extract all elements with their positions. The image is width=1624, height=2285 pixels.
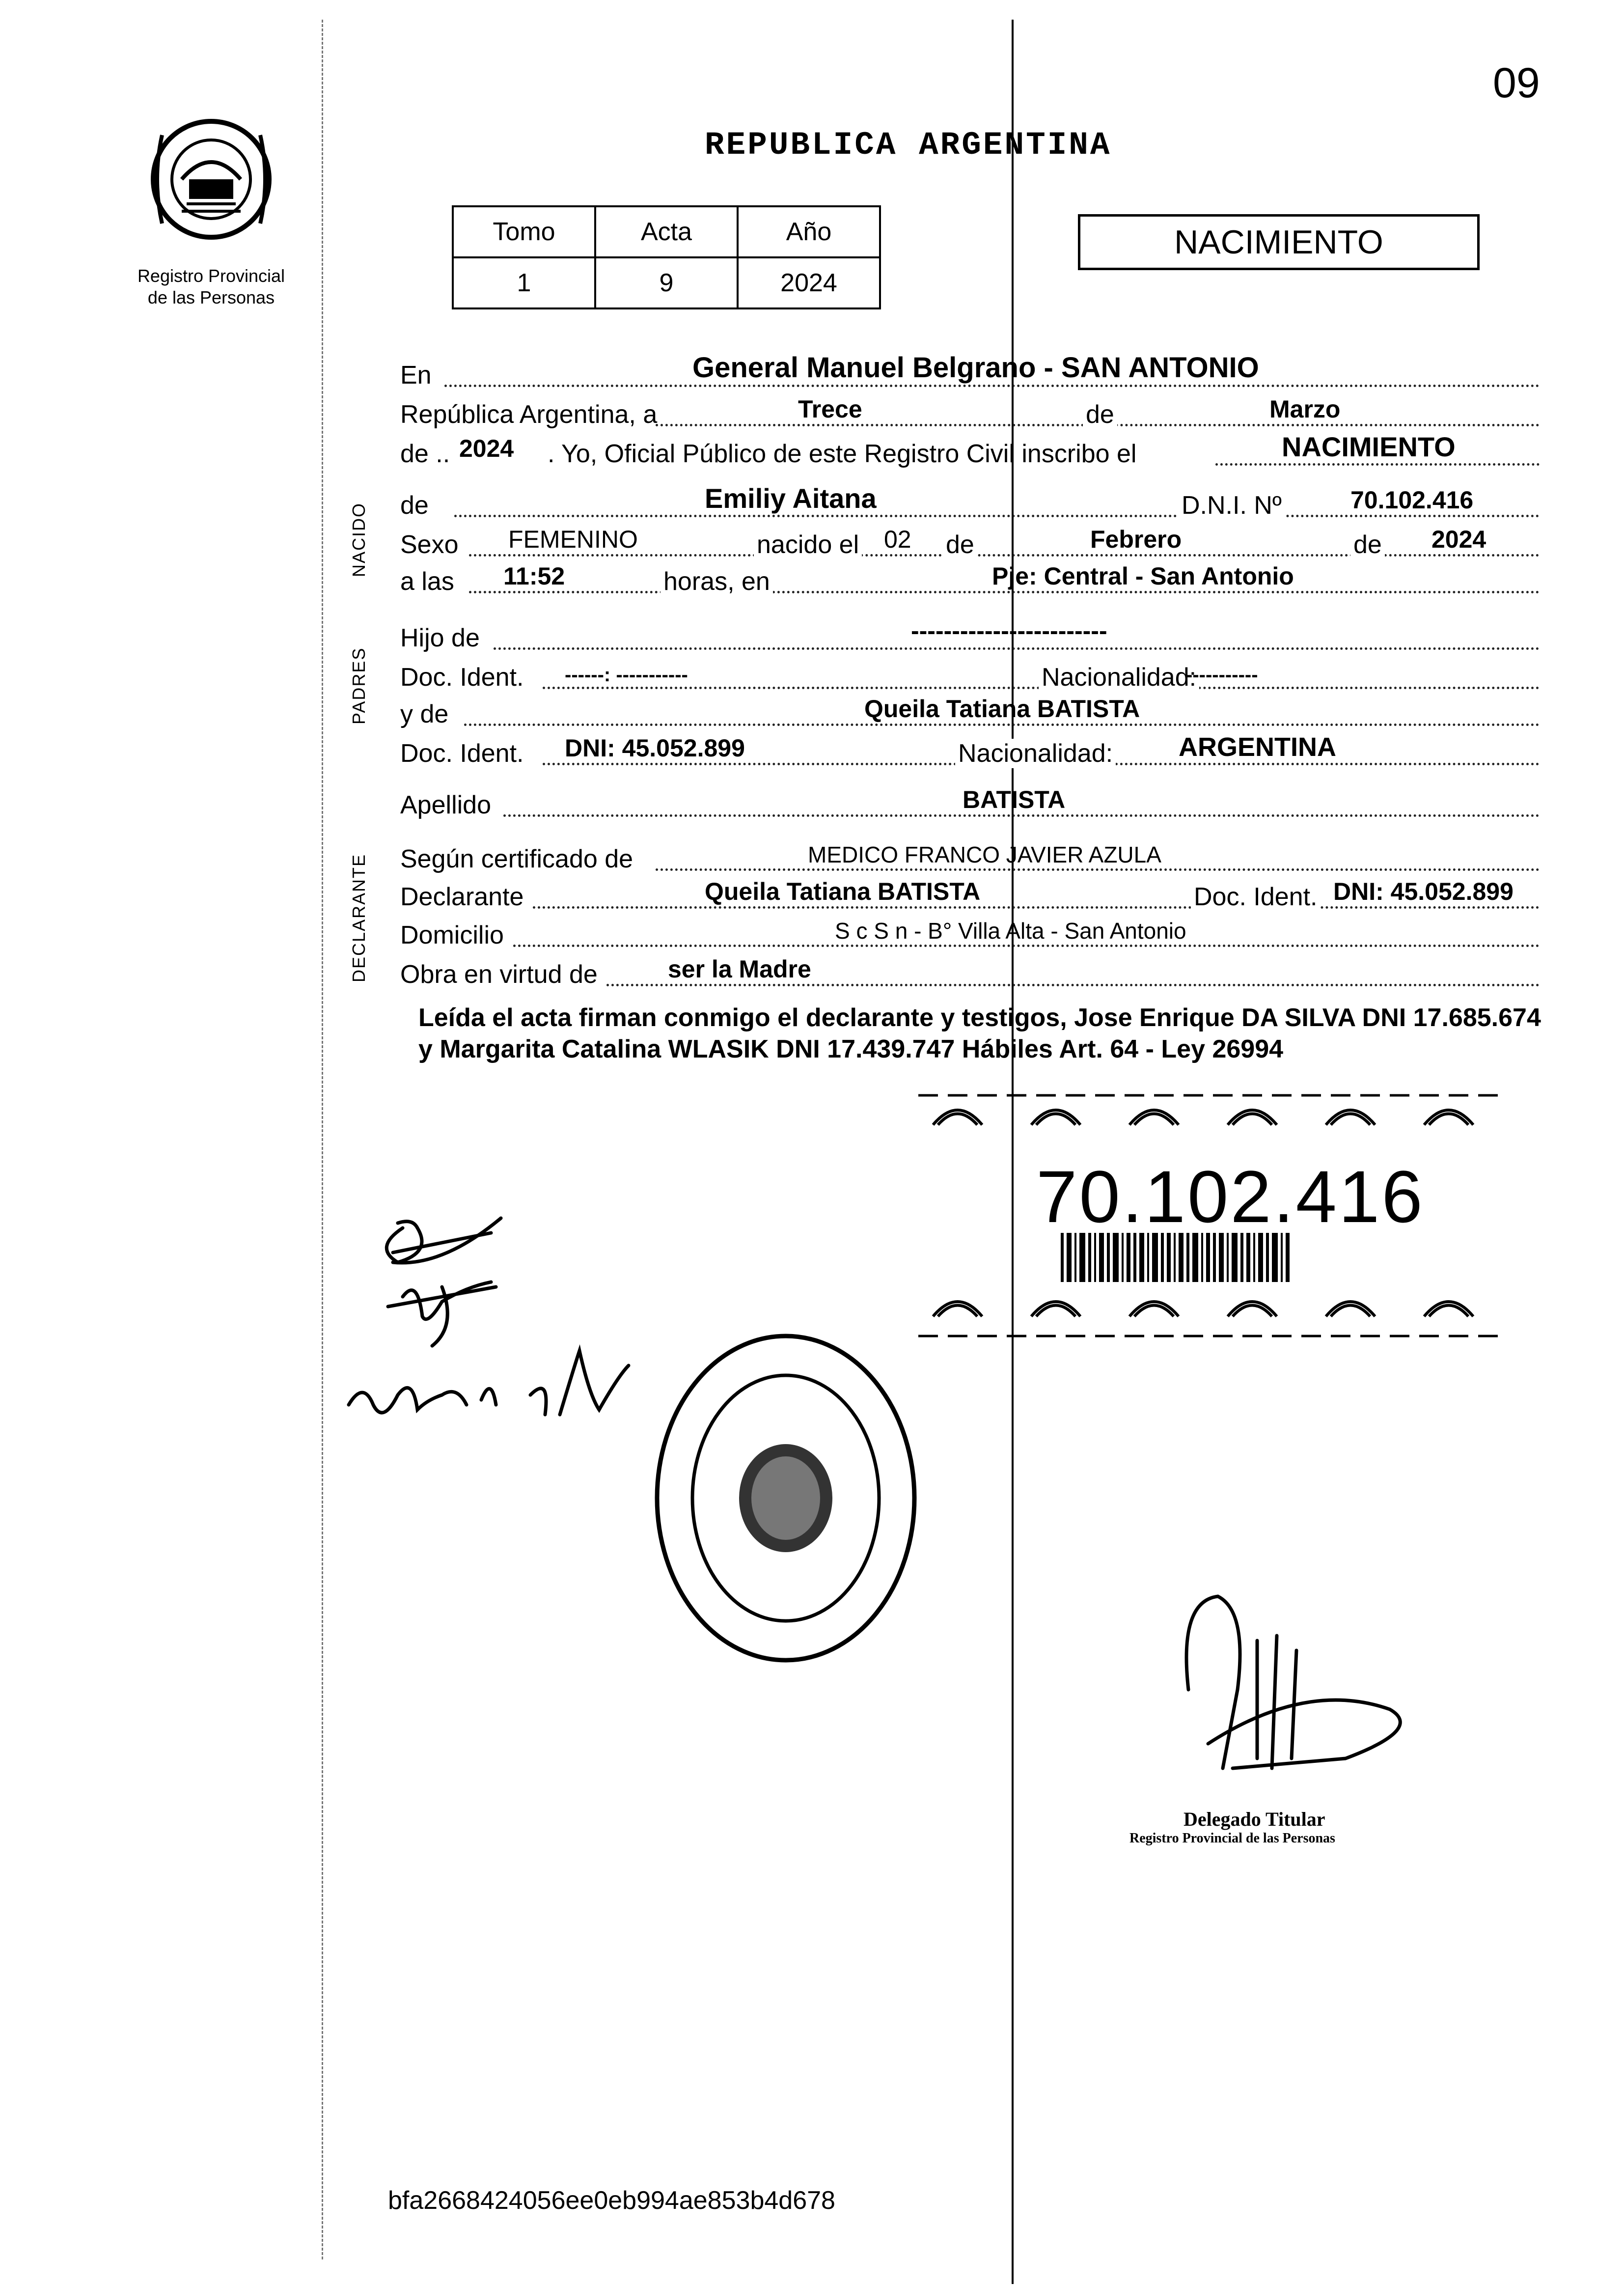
label-domicilio: Domicilio: [400, 921, 504, 949]
dots: [656, 868, 1540, 871]
label-y-de: y de: [400, 700, 449, 728]
value-dni: 70.102.416: [1350, 486, 1474, 514]
value-hora: 11:52: [503, 562, 565, 590]
registry-logo: [133, 106, 290, 253]
label-yo-text: . Yo, Oficial Público de este Registro Civil inscribo el: [548, 440, 1137, 468]
value-acta: 9: [595, 257, 738, 308]
label-doc-ident-padre: Doc. Ident.: [400, 663, 524, 692]
dots: [469, 591, 1540, 593]
document-title: REPUBLICA ARGENTINA: [705, 127, 1112, 164]
value-nac-anio: 2024: [1431, 526, 1486, 553]
label-horas-en: horas, en: [661, 567, 773, 596]
value-doc-padre: ------: -----------: [565, 664, 688, 686]
value-madre: Queila Tatiana BATISTA: [864, 695, 1140, 723]
dots: [606, 984, 1540, 986]
value-nacionalidad-madre: ARGENTINA: [1179, 732, 1336, 762]
label-apellido: Apellido: [400, 791, 492, 819]
witness-signatures: [344, 1189, 697, 1483]
label-dni: D.N.I. Nº: [1179, 491, 1285, 520]
value-declarante: Queila Tatiana BATISTA: [705, 878, 981, 905]
value-en: General Manuel Belgrano - SAN ANTONIO: [692, 352, 1259, 384]
value-nac-mes: Febrero: [1090, 526, 1182, 553]
label-nacido-el: nacido el: [754, 530, 862, 559]
header-acta: Acta: [595, 206, 738, 257]
official-signature: [1159, 1582, 1434, 1778]
signature-icon: [344, 1189, 697, 1483]
label-certificado: Según certificado de: [400, 845, 633, 873]
row-nombre: [400, 484, 1540, 523]
header-tomo: Tomo: [453, 206, 595, 257]
document-hash: bfa2668424056ee0eb994ae853b4d678: [388, 2186, 835, 2215]
value-obra: ser la Madre: [668, 955, 811, 983]
label-number: 70.102.416: [1036, 1155, 1425, 1238]
dots: [494, 647, 1540, 650]
row-apellido: [400, 783, 1540, 823]
label-obra: Obra en virtud de: [400, 960, 598, 989]
row-doc-padre: [400, 656, 1540, 695]
value-nac-dia: 02: [884, 526, 911, 553]
value-nacionalidad-padre: -----------: [1186, 664, 1258, 686]
dots: [444, 385, 1540, 387]
value-doc-declarante: DNI: 45.052.899: [1333, 878, 1514, 905]
row-domicilio: [400, 914, 1540, 953]
value-dia: Trece: [798, 395, 862, 423]
label-nacionalidad-madre: Nacionalidad:: [955, 739, 1116, 768]
dots: [533, 906, 1540, 909]
value-apellido: BATISTA: [963, 786, 1066, 813]
row-madre: [400, 693, 1540, 732]
registry-name: [113, 265, 309, 308]
dots: [513, 945, 1540, 947]
label-doc-ident-declarante: Doc. Ident.: [1191, 882, 1320, 912]
value-inscribo: NACIMIENTO: [1282, 431, 1456, 462]
page-number: 09: [1493, 59, 1540, 107]
label-nacionalidad-padre: Nacionalidad:: [1039, 663, 1199, 692]
row-hijo: [400, 616, 1540, 656]
section-label-padres: PADRES: [349, 647, 369, 725]
value-tomo: 1: [453, 257, 595, 308]
label-de-mes: de: [943, 530, 977, 559]
label-en: En: [400, 361, 432, 390]
barcode-label: [918, 1081, 1527, 1346]
row-republica: [400, 393, 1540, 432]
header-anio: Año: [738, 206, 880, 257]
label-republica: República Argentina, a: [400, 400, 658, 429]
row-sexo: [400, 523, 1540, 562]
row-hora: [400, 560, 1540, 599]
stamp-line2: Registro Provincial de las Personas: [1129, 1831, 1335, 1846]
official-seal: [648, 1326, 923, 1670]
official-stamp: [1129, 1808, 1473, 1846]
row-certificado: [400, 837, 1540, 877]
value-sexo: FEMENINO: [508, 526, 638, 553]
label-doc-ident-madre: Doc. Ident.: [400, 739, 524, 768]
document-type-box: NACIMIENTO: [1078, 214, 1480, 270]
value-anio: 2024: [738, 257, 880, 308]
label-declarante: Declarante: [400, 883, 524, 911]
row-declarante: [400, 875, 1540, 915]
label-de-anio: de ..: [400, 440, 450, 468]
dots: [503, 814, 1540, 817]
section-label-nacido: NACIDO: [349, 502, 369, 577]
row-en: [400, 354, 1540, 393]
registry-name-line1: Registro Provincial: [137, 266, 285, 286]
dots: [454, 515, 1540, 517]
stamp-line1: Delegado Titular: [1184, 1808, 1325, 1830]
value-domicilio: S c S n - B° Villa Alta - San Antonio: [835, 918, 1186, 944]
section-label-declarante: DECLARANTE: [349, 853, 369, 982]
value-lugar: Pje: Central - San Antonio: [992, 562, 1294, 590]
label-de-anio2: de: [1350, 530, 1385, 559]
official-signature-icon: [1159, 1582, 1434, 1778]
label-sexo: Sexo: [400, 530, 459, 559]
official-seal-icon: [648, 1326, 923, 1670]
value-certificado: MEDICO FRANCO JAVIER AZULA: [808, 842, 1161, 867]
tomo-acta-anio-table: [452, 205, 881, 309]
label-de: de: [1083, 400, 1117, 429]
value-doc-madre: DNI: 45.052.899: [565, 734, 745, 762]
label-hijo: Hijo de: [400, 624, 480, 652]
closing-paragraph: Leída el acta firman conmigo el declarante y testigos, Jose Enrique DA SILVA DNI 17.685.674 y Margarita Catalina WLASIK DNI 17.439.747 Hábiles Art. 64 - Ley 26994: [418, 1003, 1541, 1063]
row-inscribo: [400, 432, 1540, 472]
row-obra: [400, 953, 1540, 992]
label-a-las: a las: [400, 567, 454, 596]
value-nombre: Emiliy Aitana: [705, 483, 877, 514]
value-anio: 2024: [459, 435, 514, 462]
value-hijo: ------------------------: [911, 617, 1107, 644]
left-margin-line: [322, 20, 323, 2259]
dots: [464, 724, 1540, 726]
row-doc-madre: [400, 732, 1540, 771]
registry-name-line2: de las Personas: [147, 287, 275, 307]
label-de-nombre: de: [400, 491, 429, 520]
provincial-seal-icon: [133, 106, 290, 253]
value-mes: Marzo: [1269, 395, 1341, 423]
dots: [1215, 463, 1540, 466]
